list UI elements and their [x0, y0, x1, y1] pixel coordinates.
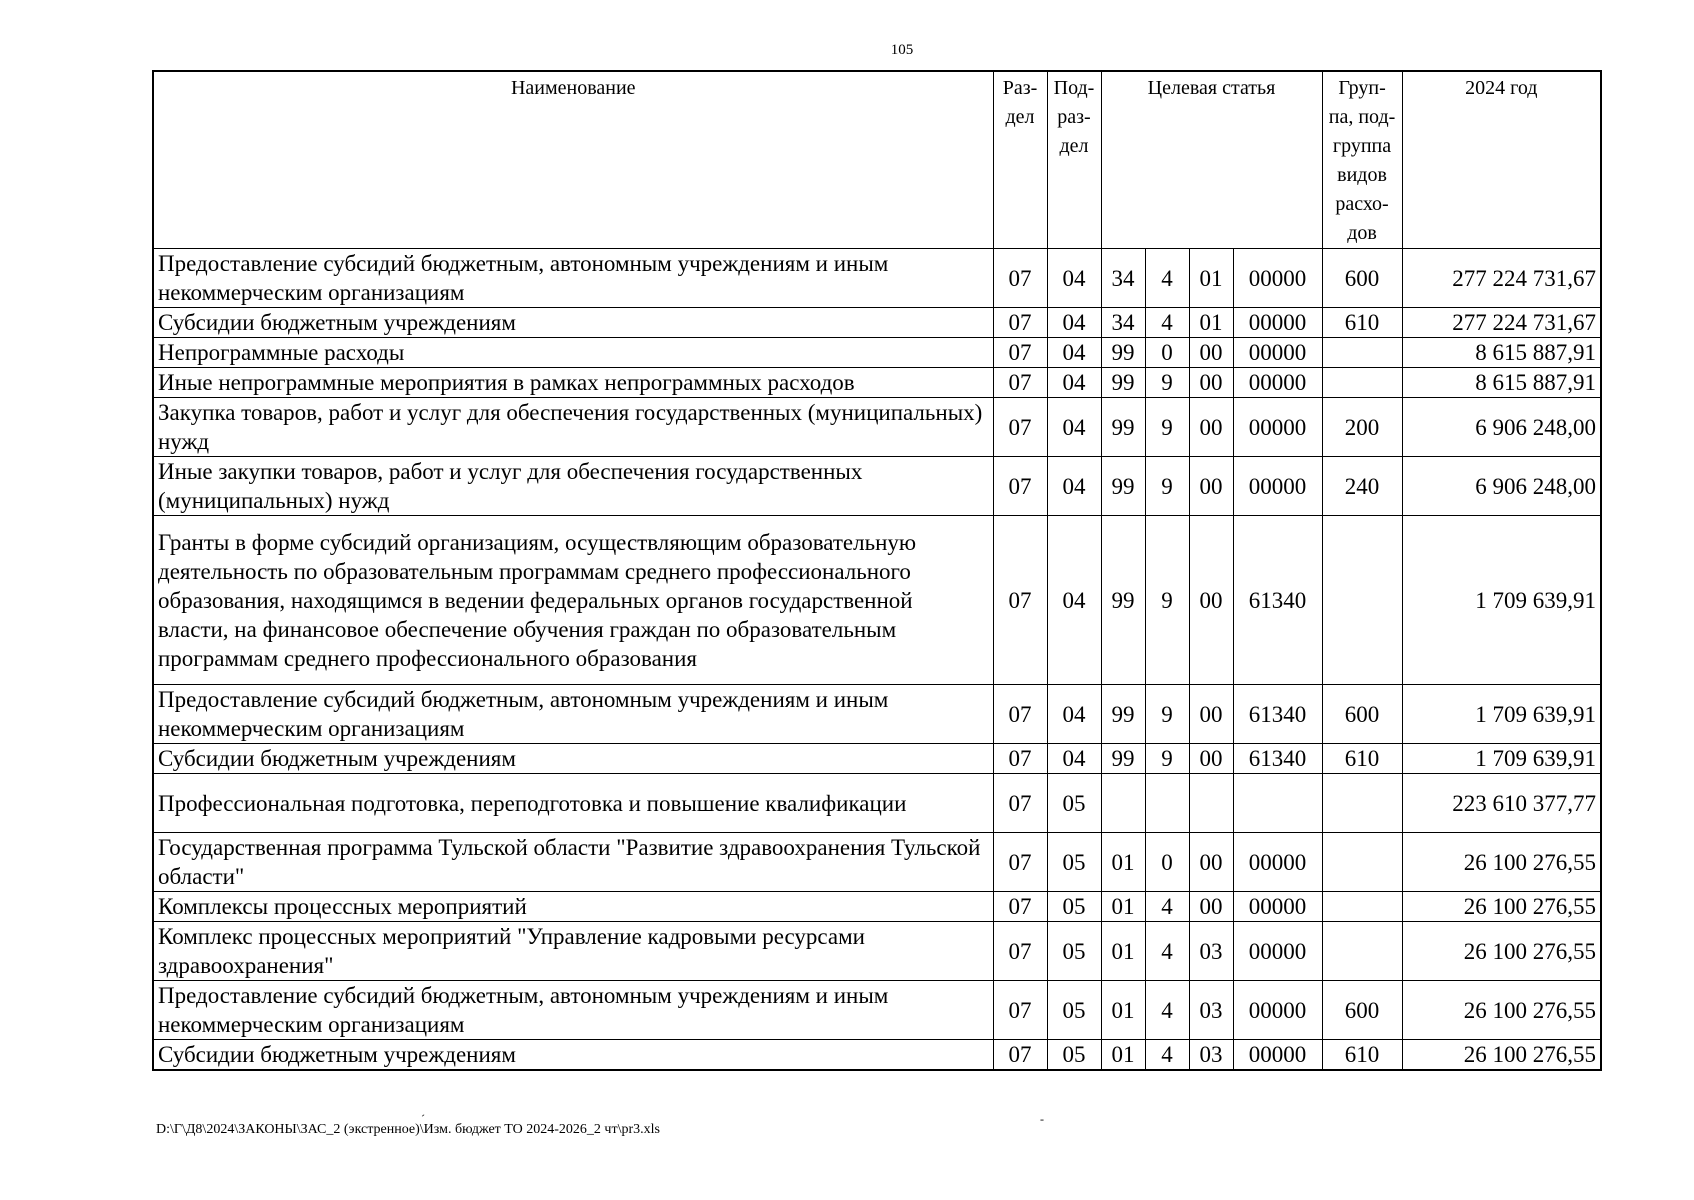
- row-target-program-cell: 99: [1101, 744, 1145, 774]
- row-target-program-cell: 34: [1101, 308, 1145, 338]
- row-section-cell: 07: [993, 338, 1047, 368]
- row-amount-cell: 26 100 276,55: [1402, 922, 1601, 981]
- row-target-direction-cell: [1233, 774, 1322, 833]
- row-expense-group-cell: [1322, 922, 1402, 981]
- row-target-direction-cell: 00000: [1233, 338, 1322, 368]
- row-expense-group-cell: [1322, 892, 1402, 922]
- row-target-subtype-cell: 03: [1189, 981, 1233, 1040]
- row-target-direction-cell: 61340: [1233, 685, 1322, 744]
- row-section-cell: 07: [993, 308, 1047, 338]
- row-name-cell: Комплексы процессных мероприятий: [153, 892, 993, 922]
- table-row: [153, 516, 1601, 685]
- row-expense-group-cell: [1322, 774, 1402, 833]
- row-section-cell: 07: [993, 516, 1047, 685]
- row-subsection-cell: 05: [1047, 774, 1101, 833]
- row-amount-cell: 6 906 248,00: [1402, 398, 1601, 457]
- row-expense-group-cell: 600: [1322, 685, 1402, 744]
- row-amount-cell: 26 100 276,55: [1402, 1040, 1601, 1071]
- row-target-direction-cell: 00000: [1233, 457, 1322, 516]
- row-target-direction-cell: 00000: [1233, 892, 1322, 922]
- row-target-subtype-cell: 01: [1189, 308, 1233, 338]
- row-amount-cell: 277 224 731,67: [1402, 249, 1601, 308]
- budget-table: [152, 70, 1602, 1071]
- page-number: 105: [890, 42, 914, 58]
- row-name-cell: Предоставление субсидий бюджетным, автономным учреждениям и иным некоммерческим организациям: [153, 981, 993, 1040]
- row-amount-cell: 8 615 887,91: [1402, 368, 1601, 398]
- row-target-type-cell: 0: [1145, 338, 1189, 368]
- row-section-cell: 07: [993, 398, 1047, 457]
- row-section-cell: 07: [993, 833, 1047, 892]
- scan-mark: ˊ: [421, 1112, 425, 1126]
- row-name-cell: Гранты в форме субсидий организациям, осуществляющим образовательную деятельность по образовательным программам среднего профессионального образования, находящимся в ведении федеральных органов государственной власти, на финансовое обеспечение обучения граждан по образовательным программам среднего профессионального образования: [153, 516, 993, 685]
- row-target-type-cell: 4: [1145, 249, 1189, 308]
- row-expense-group-cell: [1322, 338, 1402, 368]
- header-year-2024: 2024 год: [1402, 71, 1601, 249]
- row-subsection-cell: 05: [1047, 1040, 1101, 1071]
- row-name-cell: Закупка товаров, работ и услуг для обеспечения государственных (муниципальных) нужд: [153, 398, 993, 457]
- row-name-cell: Комплекс процессных мероприятий "Управление кадровыми ресурсами здравоохранения": [153, 922, 993, 981]
- row-target-direction-cell: 00000: [1233, 1040, 1322, 1071]
- table-row: [153, 981, 1601, 1040]
- row-target-subtype-cell: 00: [1189, 685, 1233, 744]
- row-target-direction-cell: 00000: [1233, 308, 1322, 338]
- table-row: [153, 457, 1601, 516]
- row-subsection-cell: 04: [1047, 338, 1101, 368]
- row-target-direction-cell: 00000: [1233, 368, 1322, 398]
- row-section-cell: 07: [993, 774, 1047, 833]
- row-subsection-cell: 04: [1047, 744, 1101, 774]
- row-name-cell: Иные закупки товаров, работ и услуг для обеспечения государственных (муниципальных) нужд: [153, 457, 993, 516]
- row-section-cell: 07: [993, 249, 1047, 308]
- row-amount-cell: 26 100 276,55: [1402, 981, 1601, 1040]
- row-target-program-cell: 01: [1101, 1040, 1145, 1071]
- row-section-cell: 07: [993, 744, 1047, 774]
- row-subsection-cell: 04: [1047, 308, 1101, 338]
- row-target-program-cell: 99: [1101, 338, 1145, 368]
- row-target-direction-cell: 61340: [1233, 744, 1322, 774]
- row-amount-cell: 1 709 639,91: [1402, 744, 1601, 774]
- table-row: [153, 685, 1601, 744]
- row-target-subtype-cell: 00: [1189, 398, 1233, 457]
- row-subsection-cell: 05: [1047, 981, 1101, 1040]
- row-target-type-cell: 9: [1145, 516, 1189, 685]
- table-row: [153, 922, 1601, 981]
- row-name-cell: Субсидии бюджетным учреждениям: [153, 744, 993, 774]
- row-target-program-cell: 01: [1101, 833, 1145, 892]
- row-subsection-cell: 04: [1047, 457, 1101, 516]
- row-target-subtype-cell: [1189, 774, 1233, 833]
- row-target-program-cell: [1101, 774, 1145, 833]
- row-amount-cell: 277 224 731,67: [1402, 308, 1601, 338]
- row-expense-group-cell: 240: [1322, 457, 1402, 516]
- row-target-type-cell: 9: [1145, 398, 1189, 457]
- row-target-type-cell: 0: [1145, 833, 1189, 892]
- table-row: [153, 892, 1601, 922]
- row-subsection-cell: 04: [1047, 516, 1101, 685]
- row-subsection-cell: 04: [1047, 249, 1101, 308]
- row-expense-group-cell: 600: [1322, 249, 1402, 308]
- row-amount-cell: 1 709 639,91: [1402, 516, 1601, 685]
- row-target-type-cell: 9: [1145, 744, 1189, 774]
- row-section-cell: 07: [993, 457, 1047, 516]
- row-target-program-cell: 01: [1101, 922, 1145, 981]
- row-amount-cell: 1 709 639,91: [1402, 685, 1601, 744]
- table-row: [153, 368, 1601, 398]
- row-subsection-cell: 05: [1047, 833, 1101, 892]
- row-subsection-cell: 05: [1047, 892, 1101, 922]
- table-row: [153, 833, 1601, 892]
- row-amount-cell: 6 906 248,00: [1402, 457, 1601, 516]
- row-subsection-cell: 04: [1047, 368, 1101, 398]
- row-target-direction-cell: 00000: [1233, 981, 1322, 1040]
- row-target-type-cell: 4: [1145, 922, 1189, 981]
- row-target-type-cell: 4: [1145, 308, 1189, 338]
- row-expense-group-cell: 600: [1322, 981, 1402, 1040]
- table-row: [153, 1040, 1601, 1071]
- row-target-program-cell: 99: [1101, 398, 1145, 457]
- row-target-program-cell: 01: [1101, 892, 1145, 922]
- row-subsection-cell: 04: [1047, 685, 1101, 744]
- row-target-subtype-cell: 00: [1189, 457, 1233, 516]
- row-name-cell: Непрограммные расходы: [153, 338, 993, 368]
- header-subsection: Под- раз- дел: [1047, 71, 1101, 249]
- row-amount-cell: 26 100 276,55: [1402, 892, 1601, 922]
- row-target-direction-cell: 00000: [1233, 922, 1322, 981]
- table-row: [153, 744, 1601, 774]
- row-target-program-cell: 34: [1101, 249, 1145, 308]
- row-target-type-cell: 9: [1145, 457, 1189, 516]
- row-target-program-cell: 99: [1101, 368, 1145, 398]
- header-target-article: Целевая статья: [1101, 71, 1322, 249]
- row-target-program-cell: 99: [1101, 457, 1145, 516]
- row-section-cell: 07: [993, 685, 1047, 744]
- header-section: Раз- дел: [993, 71, 1047, 249]
- row-target-type-cell: 4: [1145, 892, 1189, 922]
- row-section-cell: 07: [993, 981, 1047, 1040]
- budget-table-container: [152, 70, 1600, 1071]
- row-name-cell: Иные непрограммные мероприятия в рамках непрограммных расходов: [153, 368, 993, 398]
- header-name: Наименование: [153, 71, 993, 249]
- row-target-subtype-cell: 00: [1189, 892, 1233, 922]
- row-target-subtype-cell: 00: [1189, 338, 1233, 368]
- row-target-subtype-cell: 00: [1189, 744, 1233, 774]
- row-amount-cell: 223 610 377,77: [1402, 774, 1601, 833]
- scan-mark: -: [1040, 1112, 1044, 1126]
- header-expense-group: Груп- па, под- группа видов расхо- дов: [1322, 71, 1402, 249]
- row-target-direction-cell: 00000: [1233, 398, 1322, 457]
- row-target-type-cell: 9: [1145, 368, 1189, 398]
- row-target-direction-cell: 00000: [1233, 249, 1322, 308]
- row-name-cell: Предоставление субсидий бюджетным, автономным учреждениям и иным некоммерческим организациям: [153, 685, 993, 744]
- row-target-subtype-cell: 00: [1189, 833, 1233, 892]
- footer-file-path: D:\Г\Д8\2024\ЗАКОНЫ\ЗАС_2 (экстренное)\Изм. бюджет ТО 2024-2026_2 чт\pr3.xls: [156, 1122, 660, 1137]
- row-target-direction-cell: 00000: [1233, 833, 1322, 892]
- row-expense-group-cell: 200: [1322, 398, 1402, 457]
- row-target-subtype-cell: 03: [1189, 922, 1233, 981]
- row-target-type-cell: 4: [1145, 1040, 1189, 1071]
- row-target-type-cell: 9: [1145, 685, 1189, 744]
- row-expense-group-cell: 610: [1322, 744, 1402, 774]
- row-name-cell: Государственная программа Тульской области "Развитие здравоохранения Тульской области": [153, 833, 993, 892]
- table-row: [153, 398, 1601, 457]
- row-subsection-cell: 05: [1047, 922, 1101, 981]
- row-target-subtype-cell: 00: [1189, 516, 1233, 685]
- row-target-type-cell: [1145, 774, 1189, 833]
- row-target-direction-cell: 61340: [1233, 516, 1322, 685]
- table-body: [153, 249, 1601, 1071]
- table-row: [153, 308, 1601, 338]
- row-name-cell: Субсидии бюджетным учреждениям: [153, 308, 993, 338]
- row-target-subtype-cell: 03: [1189, 1040, 1233, 1071]
- row-subsection-cell: 04: [1047, 398, 1101, 457]
- row-section-cell: 07: [993, 368, 1047, 398]
- row-section-cell: 07: [993, 892, 1047, 922]
- row-target-program-cell: 99: [1101, 516, 1145, 685]
- row-target-subtype-cell: 01: [1189, 249, 1233, 308]
- row-target-type-cell: 4: [1145, 981, 1189, 1040]
- row-expense-group-cell: 610: [1322, 308, 1402, 338]
- table-row: [153, 249, 1601, 308]
- row-section-cell: 07: [993, 1040, 1047, 1071]
- row-expense-group-cell: [1322, 833, 1402, 892]
- table-row: [153, 338, 1601, 368]
- row-target-program-cell: 99: [1101, 685, 1145, 744]
- row-name-cell: Предоставление субсидий бюджетным, автономным учреждениям и иным некоммерческим организациям: [153, 249, 993, 308]
- row-target-program-cell: 01: [1101, 981, 1145, 1040]
- table-row: [153, 774, 1601, 833]
- row-amount-cell: 8 615 887,91: [1402, 338, 1601, 368]
- row-section-cell: 07: [993, 922, 1047, 981]
- row-expense-group-cell: [1322, 368, 1402, 398]
- row-name-cell: Субсидии бюджетным учреждениям: [153, 1040, 993, 1071]
- row-expense-group-cell: [1322, 516, 1402, 685]
- row-amount-cell: 26 100 276,55: [1402, 833, 1601, 892]
- row-name-cell: Профессиональная подготовка, переподготовка и повышение квалификации: [153, 774, 993, 833]
- row-target-subtype-cell: 00: [1189, 368, 1233, 398]
- row-expense-group-cell: 610: [1322, 1040, 1402, 1071]
